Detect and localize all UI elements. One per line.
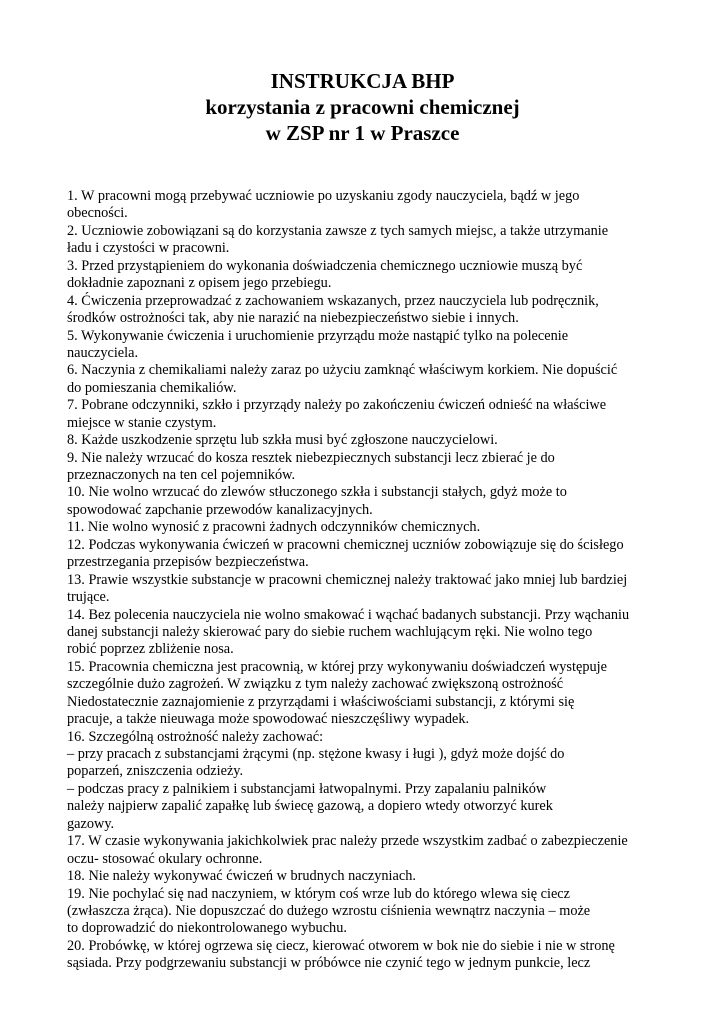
body-line: 11. Nie wolno wynosić z pracowni żadnych odczynników chemicznych. <box>67 519 481 536</box>
body-line: (zwłaszcza żrąca). Nie dopuszczać do dużego wzrostu ciśnienia wewnątrz naczynia – może <box>67 902 591 919</box>
body-line: 14. Bez polecenia nauczyciela nie wolno smakować i wąchać badanych substancji. Przy wąchaniu <box>67 606 630 623</box>
body-line: 5. Wykonywanie ćwiczenia i uruchomienie przyrządu może nastąpić tylko na polecenie <box>67 327 569 344</box>
body-line: pracuje, a także nieuwaga może spowodować nieszczęśliwy wypadek. <box>67 711 470 728</box>
body-line: 16. Szczególną ostrożność należy zachować: <box>67 728 324 745</box>
body-line: 10. Nie wolno wrzucać do zlewów stłuczonego szkła i substancji stałych, gdyż może to <box>67 484 567 501</box>
body-line: 13. Prawie wszystkie substancje w pracowni chemicznej należy traktować jako mniej lub bardziej <box>67 571 628 588</box>
body-line: 7. Pobrane odczynniki, szkło i przyrządy należy po zakończeniu ćwiczeń odnieść na właściwe <box>67 397 607 414</box>
body-line: 6. Naczynia z chemikaliami należy zaraz po użyciu zamknąć właściwym korkiem. Nie dopuścić <box>67 362 618 379</box>
body-line: 8. Każde uszkodzenie sprzętu lub szkła musi być zgłoszone nauczycielowi. <box>67 432 498 449</box>
document-title <box>0 68 725 146</box>
body-line: przeznaczonych na ten cel pojemników. <box>67 467 296 483</box>
body-line: 2. Uczniowie zobowiązani są do korzystania zawsze z tych samych miejsc, a także utrzymanie <box>67 222 609 239</box>
body-line: obecności. <box>67 205 128 222</box>
body-line: dokładnie zapoznani z opisem jego przebiegu. <box>67 275 332 292</box>
body-line: Niedostatecznie zaznajomienie z przyrządami i właściwościami substancji, z którymi się <box>67 693 575 710</box>
body-line: – podczas pracy z palnikiem i substancjami łatwopalnymi. Przy zapalaniu palników <box>67 780 547 797</box>
body-line: ładu i czystości w pracowni. <box>67 240 230 257</box>
body-line: środków ostrożności tak, aby nie narazić na niebezpieczeństwo siebie i innych. <box>67 310 519 327</box>
body-line: sąsiada. Przy podgrzewaniu substancji w próbówce nie czynić tego w jednym punkcie, lecz <box>67 955 591 972</box>
body-line: 9. Nie należy wrzucać do kosza resztek niebezpiecznych substancji lecz zbierać je do <box>67 449 555 466</box>
body-line: poparzeń, zniszczenia odzieży. <box>67 763 244 780</box>
title-line-3: w ZSP nr 1 w Praszce <box>265 121 460 145</box>
body-line: 17. W czasie wykonywania jakichkolwiek prac należy przede wszystkim zadbać o zabezpieczenie <box>67 833 628 850</box>
body-line: przestrzegania przepisów bezpieczeństwa. <box>67 554 309 571</box>
body-line: robić poprzez zbliżenie nosa. <box>67 641 234 658</box>
title-line-1: INSTRUKCJA BHP <box>270 69 455 93</box>
body-line: gazowy. <box>67 815 115 832</box>
body-line: 20. Probówkę, w której ogrzewa się ciecz, kierować otworem w bok nie do siebie i nie w stronę <box>67 937 615 954</box>
title-line-2: korzystania z pracowni chemicznej <box>205 95 520 119</box>
body-line: do pomieszania chemikaliów. <box>67 379 237 396</box>
body-line: 15. Pracownia chemiczna jest pracownią, w której przy wykonywaniu doświadczeń występuje <box>67 658 607 675</box>
body-line: spowodować zapchanie przewodów kanalizacyjnych. <box>67 501 373 518</box>
body-line: to doprowadzić do niekontrolowanego wybuchu. <box>67 920 347 937</box>
body-line: 19. Nie pochylać się nad naczyniem, w którym coś wrze lub do którego wlewa się ciecz <box>67 885 570 902</box>
body-line: 3. Przed przystąpieniem do wykonania doświadczenia chemicznego uczniowie muszą być <box>67 257 583 274</box>
body-line: danej substancji należy skierować pary do siebie ruchem wachlującym ręki. Nie wolno tego <box>67 623 593 640</box>
body-line: należy najpierw zapalić zapałkę lub świecę gazową, a dopiero wtedy otworzyć kurek <box>67 798 553 815</box>
body-line: 1. W pracowni mogą przebywać uczniowie po uzyskaniu zgody nauczyciela, bądź w jego <box>67 188 580 204</box>
body-line: 18. Nie należy wykonywać ćwiczeń w brudnych naczyniach. <box>67 868 416 885</box>
body-line: – przy pracach z substancjami żrącymi (np. stężone kwasy i ługi ), gdyż może dojść do <box>67 746 565 762</box>
body-line: 12. Podczas wykonywania ćwiczeń w pracowni chemicznej uczniów zobowiązuje się do ścisłego <box>67 536 624 553</box>
body-line: 4. Ćwiczenia przeprowadzać z zachowaniem wskazanych, przez nauczyciela lub podręcznik, <box>67 292 599 309</box>
body-line: miejsce w stanie czystym. <box>67 414 217 431</box>
body-line: trujące. <box>67 589 110 606</box>
body-line: oczu- stosować okulary ochronne. <box>67 850 263 867</box>
body-line: nauczyciela. <box>67 344 139 361</box>
body-line: szczególnie dużo zagrożeń. W związku z tym należy zachować zwiększoną ostrożność <box>67 676 564 693</box>
document-body <box>67 188 667 973</box>
